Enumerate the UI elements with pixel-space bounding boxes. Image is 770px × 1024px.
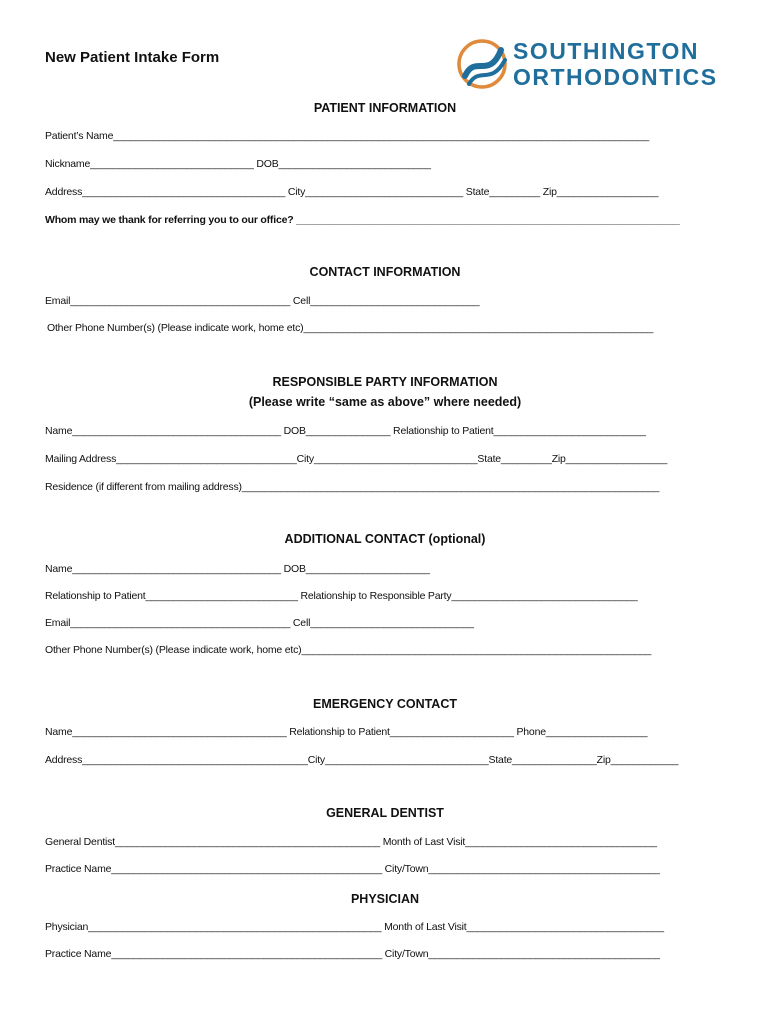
section-heading-patient-information: PATIENT INFORMATION bbox=[313, 101, 457, 115]
field-nickname-dob[interactable]: Nickname_____________________________ DOB___________________________ bbox=[45, 158, 431, 170]
field-other-phone[interactable]: Other Phone Number(s) (Please indicate work, home etc)______________________________________________________________ bbox=[47, 322, 654, 334]
field-ec-name-relationship-phone[interactable]: Name______________________________________ Relationship to Patient______________________ Phone__________________ bbox=[45, 726, 648, 738]
field-ac-other-phone[interactable]: Other Phone Number(s) (Please indicate work, home etc)______________________________________________________________ bbox=[45, 644, 652, 656]
field-ec-address[interactable]: Address________________________________________City_____________________________State_______________Zip____________ bbox=[45, 754, 679, 766]
field-email-cell[interactable]: Email_______________________________________ Cell______________________________ bbox=[45, 295, 480, 307]
practice-logo bbox=[455, 36, 735, 92]
section-heading-additional-contact: ADDITIONAL CONTACT (optional) bbox=[284, 532, 486, 546]
field-patient-name[interactable]: Patient’s Name_______________________________________________________________________________________________ bbox=[45, 130, 649, 142]
logo-text-line1: SOUTHINGTON bbox=[513, 38, 700, 64]
section-heading-general-dentist: GENERAL DENTIST bbox=[326, 806, 444, 820]
field-rp-name-dob-relationship[interactable]: Name_____________________________________ DOB_______________ Relationship to Patient___________________________ bbox=[45, 425, 646, 437]
section-subheading-responsible-party: (Please write “same as above” where needed) bbox=[248, 395, 522, 409]
form-title: New Patient Intake Form bbox=[45, 49, 220, 66]
section-heading-physician: PHYSICIAN bbox=[350, 892, 420, 906]
section-heading-contact-information: CONTACT INFORMATION bbox=[309, 265, 461, 279]
field-ac-name-dob[interactable]: Name_____________________________________ DOB______________________ bbox=[45, 563, 430, 575]
field-ph-practice-city[interactable]: Practice Name________________________________________________ City/Town_________________________________________ bbox=[45, 948, 660, 960]
logo-swoosh-icon bbox=[455, 36, 511, 92]
field-address-city-state-zip[interactable]: Address____________________________________ City____________________________ State_________ Zip__________________ bbox=[45, 186, 659, 198]
field-ph-physician-last-visit[interactable]: Physician____________________________________________________ Month of Last Visit___________________________________ bbox=[45, 921, 664, 933]
section-heading-responsible-party: RESPONSIBLE PARTY INFORMATION bbox=[272, 375, 498, 389]
field-gd-dentist-last-visit[interactable]: General Dentist_______________________________________________ Month of Last Visit__________________________________ bbox=[45, 836, 657, 848]
field-ac-relationships[interactable]: Relationship to Patient___________________________ Relationship to Responsible Party_________________________________ bbox=[45, 590, 638, 602]
field-ac-email-cell[interactable]: Email_______________________________________ Cell_____________________________ bbox=[45, 617, 474, 629]
field-gd-practice-city[interactable]: Practice Name________________________________________________ City/Town_________________________________________ bbox=[45, 863, 660, 875]
field-rp-mailing-address[interactable]: Mailing Address________________________________City_____________________________State_________Zip__________________ bbox=[45, 453, 668, 465]
logo-text-line2: ORTHODONTICS bbox=[513, 64, 718, 90]
field-rp-residence[interactable]: Residence (if different from mailing address)__________________________________________________________________________ bbox=[45, 481, 660, 493]
field-referral-source[interactable]: Whom may we thank for referring you to our office? ____________________________________________________________________ bbox=[45, 214, 680, 226]
section-heading-emergency-contact: EMERGENCY CONTACT bbox=[313, 697, 457, 711]
